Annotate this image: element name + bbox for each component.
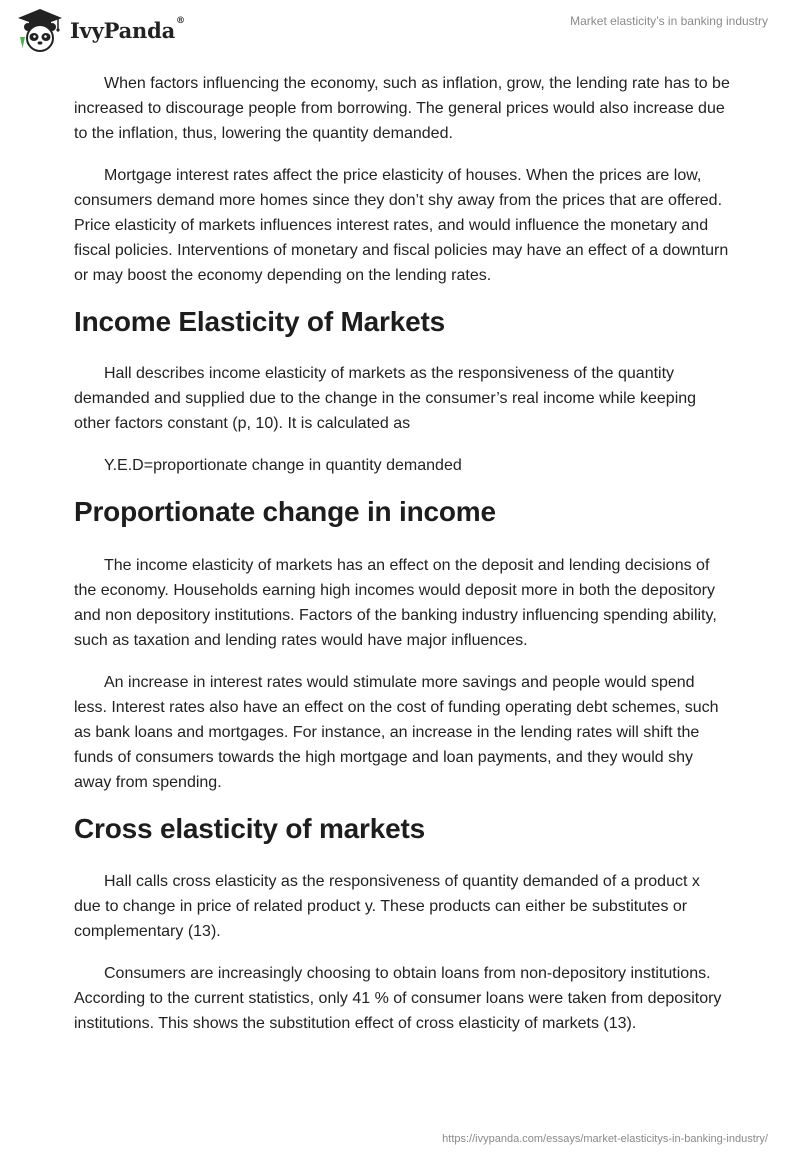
paragraph-3: Hall describes income elasticity of markets as the responsiveness of the quantity demanded and supplied due to the change in the consumer’s real income while keeping other factors constant (p, 10). It is calculated as: [74, 365, 697, 432]
paragraph-8: Consumers are increasingly choosing to obtain loans from non-depository institutions. According to the current statistics, only 41 % of consumer loans were taken from depository institutions. This shows the substitution effect of cross elasticity of markets (13).: [74, 965, 722, 1032]
document-title: Market elasticity’s in banking industry: [570, 14, 768, 28]
brand-name: IvyPanda®: [70, 15, 185, 43]
paragraph-5: The income elasticity of markets has an effect on the deposit and lending decisions of the economy. Households earning high incomes would deposit more in both the depository and non depository institutions. Factors of the banking industry influencing spending ability, such as taxation and lending rates would have major influences.: [74, 557, 717, 649]
paragraph-6: An increase in interest rates would stimulate more savings and people would spend less. Interest rates also have an effect on the cost of funding operating debt schemes, such as bank loans and mortgages. For instance, an increase in the lending rates will shift the funds of consumers towards the high mortgage and loan payments, and they would shy away from spending.: [74, 674, 719, 791]
source-url[interactable]: https://ivypanda.com/essays/market-elasticitys-in-banking-industry/: [442, 1133, 768, 1145]
formula-yed: Y.E.D=proportionate change in quantity demanded: [104, 457, 462, 474]
page-header: [0, 0, 800, 70]
heading-cross-elasticity: Cross elasticity of markets: [74, 813, 425, 844]
paragraph-2: Mortgage interest rates affect the price elasticity of houses. When the prices are low, consumers demand more homes since they don’t shy away from the prices that are offered. Price elasticity of markets influences interest rates, and would influence the monetary and fiscal policies. Interventions of monetary and fiscal policies may have an effect of a downturn or may boost the economy depending on the lending rates.: [74, 167, 729, 284]
heading-income-elasticity: Income Elasticity of Markets: [74, 306, 445, 337]
paragraph-7: Hall calls cross elasticity as the responsiveness of quantity demanded of a product x due to change in price of related product y. These products can either be substitutes or complementary (13).: [74, 873, 700, 940]
paragraph-1: When factors influencing the economy, such as inflation, grow, the lending rate has to be increased to discourage people from borrowing. The general prices would also increase due to the inflation, thus, lowering the quantity demanded.: [74, 75, 730, 142]
heading-proportionate-change: Proportionate change in income: [74, 496, 496, 527]
essay-body: [74, 71, 730, 1053]
ivypanda-logo[interactable]: [14, 7, 185, 53]
panda-graduate-icon: [14, 7, 66, 53]
registered-mark: ®: [176, 15, 185, 26]
